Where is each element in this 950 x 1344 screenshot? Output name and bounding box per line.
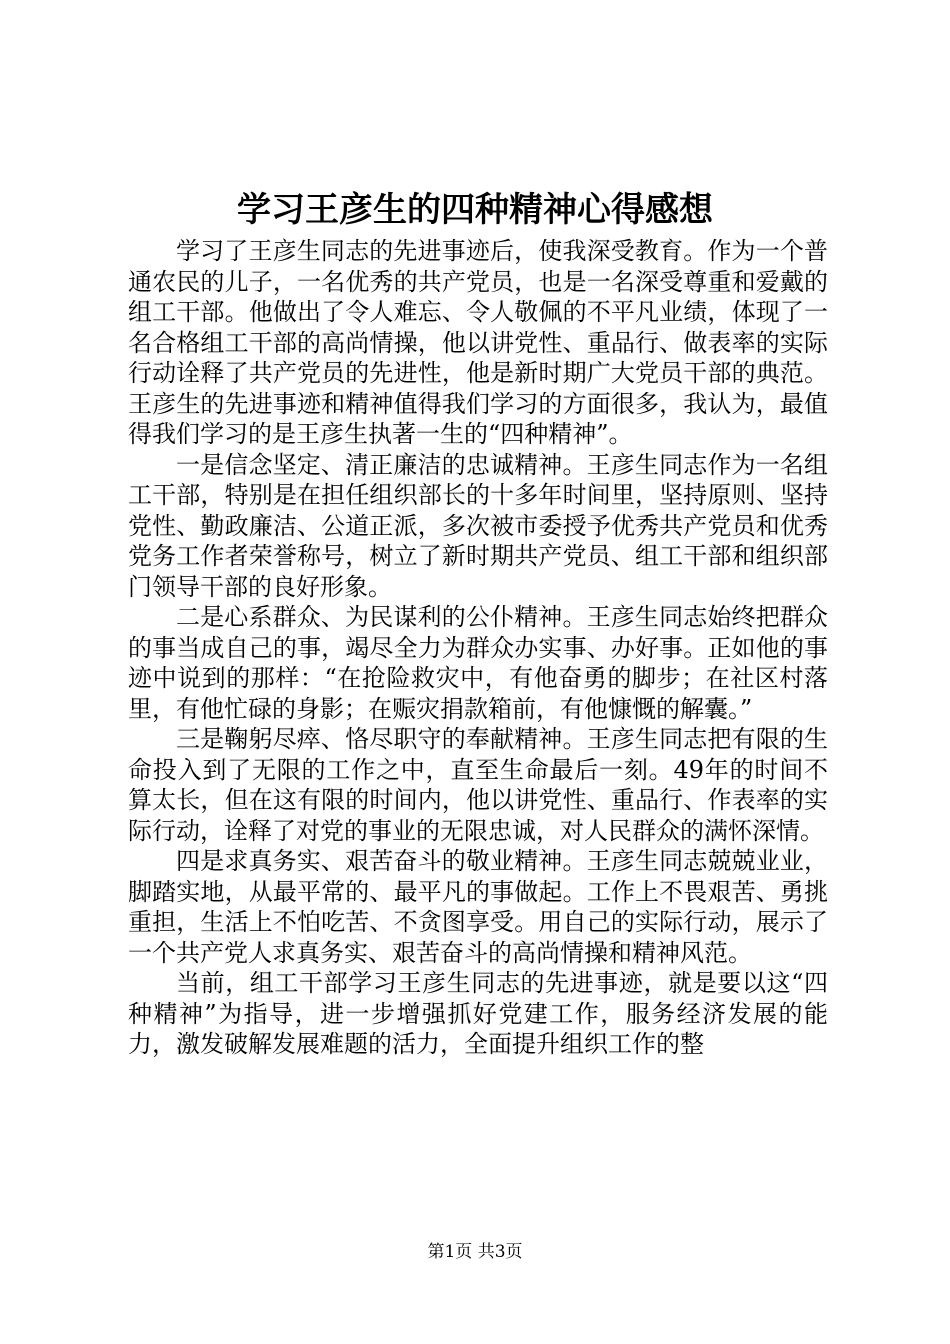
paragraph-servant-spirit: 二是心系群众、为民谋利的公仆精神。王彦生同志始终把群众的事当成自己的事，竭尽全力为群众办实事、办好事。正如他的事迹中说到的那样：“在抢险救灾中，有他奋勇的脚步；在社区村落里，有他忙碌的身影；在赈灾捐款箱前，有他慷慨的解囊。”	[128, 603, 828, 723]
paragraph-professional-spirit: 四是求真务实、艰苦奋斗的敬业精神。王彦生同志兢兢业业，脚踏实地，从最平常的、最平凡的事做起。工作上不畏艰苦、勇挑重担，生活上不怕吃苦、不贪图享受。用自己的实际行动，展示了一个共产党人求真务实、艰苦奋斗的高尚情操和精神风范。	[128, 847, 828, 967]
document-body	[128, 236, 828, 1060]
paragraph-loyalty-spirit: 一是信念坚定、清正廉洁的忠诚精神。王彦生同志作为一名组工干部，特别是在担任组织部长的十多年时间里，坚持原则、坚持党性、勤政廉洁、公道正派，多次被市委授予优秀共产党员和优秀党务工作者荣誉称号，树立了新时期共产党员、组工干部和组织部门领导干部的良好形象。	[128, 450, 828, 601]
paragraph-dedication-spirit: 三是鞠躬尽瘁、恪尽职守的奉献精神。王彦生同志把有限的生命投入到了无限的工作之中，直至生命最后一刻。49年的时间不算太长，但在这有限的时间内，他以讲党性、重品行、作表率的实际行动，诠释了对党的事业的无限忠诚，对人民群众的满怀深情。	[128, 725, 828, 845]
paragraph-current-task: 当前，组工干部学习王彦生同志的先进事迹，就是要以这“四种精神”为指导，进一步增强抓好党建工作，服务经济发展的能力，激发破解发展难题的活力，全面提升组织工作的整	[128, 969, 828, 1058]
page-footer: 第1页 共3页	[427, 1242, 523, 1262]
paragraph-intro: 学习了王彦生同志的先进事迹后，使我深受教育。作为一个普通农民的儿子，一名优秀的共产党员，也是一名深受尊重和爱戴的组工干部。他做出了令人难忘、令人敬佩的不平凡业绩，体现了一名合格组工干部的高尚情操，他以讲党性、重品行、做表率的实际行动诠释了共产党员的先进性，他是新时期广大党员干部的典范。王彦生的先进事迹和精神值得我们学习的方面很多，我认为，最值得我们学习的是王彦生执著一生的“四种精神”。	[128, 237, 828, 448]
document-title: 学习王彦生的四种精神心得感想	[237, 190, 713, 230]
